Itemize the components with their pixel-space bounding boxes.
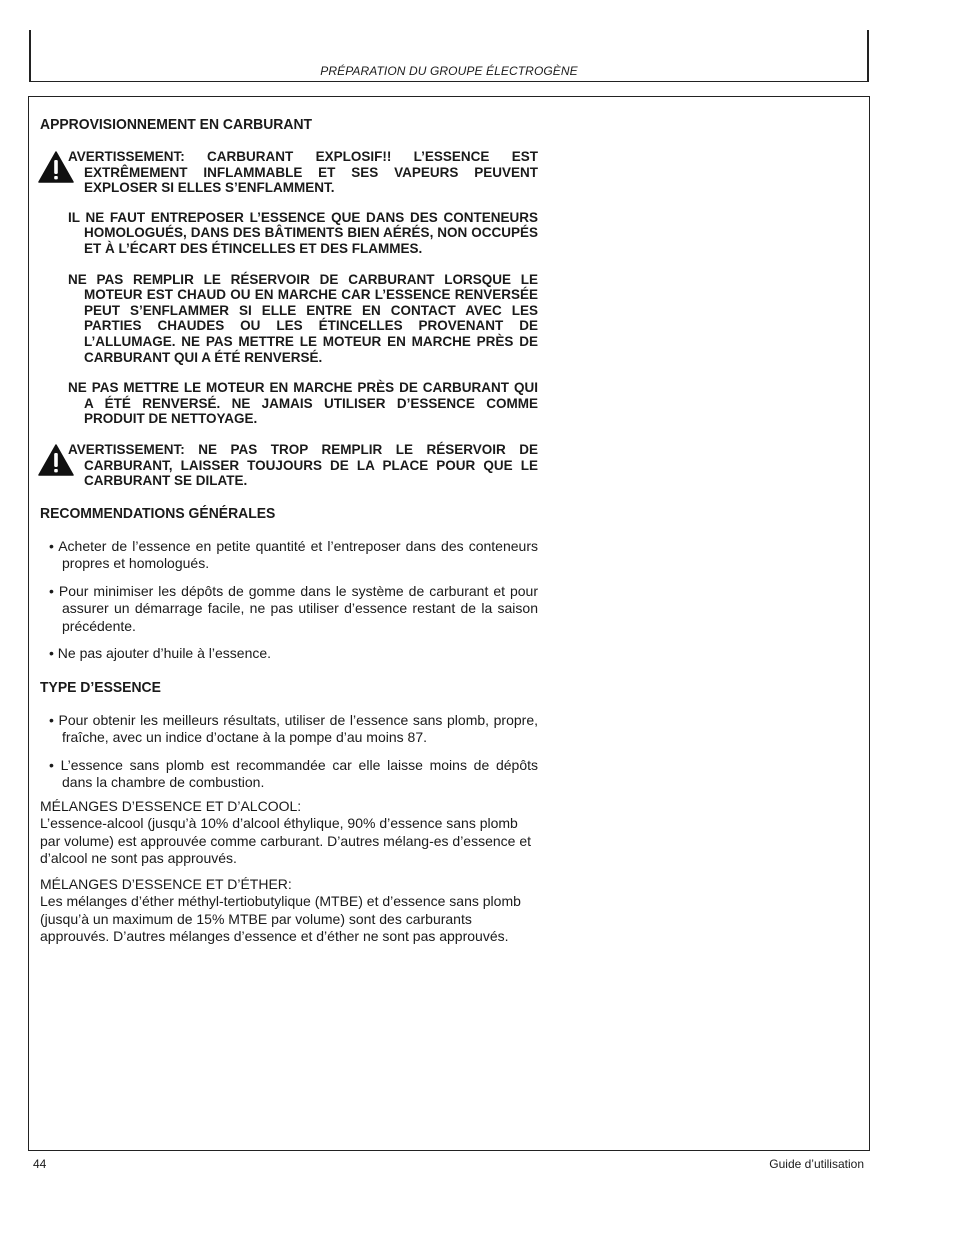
list-item: • Ne pas ajouter d’huile à l’essence. — [49, 645, 272, 662]
warning-text: AVERTISSEMENT: CARBURANT EXPLOSIF!! L’ESSENCE EST EXTRÊMEMENT INFLAMMABLE ET SES VAPEURS PEUVENT EXPLOSER SI ELLES S’ENFLAMMENT. — [68, 149, 538, 196]
list-item: • Acheter de l’essence en petite quantité et l’entreposer dans des conteneurs propres et homologués. — [49, 537, 538, 572]
warning-block-explosive — [40, 149, 538, 196]
spill-paragraph: NE PAS METTRE LE MOTEUR EN MARCHE PRÈS DE CARBURANT QUI A ÉTÉ RENVERSÉ. NE JAMAIS UTILISER D’ESSENCE COMME PRODUIT DE NETTOYAGE. — [68, 380, 538, 427]
alcohol-text: L’essence-alcool (jusqu’à 10% d’alcool éthylique, 90% d’essence sans plomb par volume) est approuvée comme carburant. D’autres mélang-es d’essence et d’alcool ne sont pas approuvés. — [40, 815, 532, 867]
warning-triangle-icon — [38, 444, 74, 476]
page-number: 44 — [33, 1157, 47, 1171]
fuel-type-bullet-list — [40, 712, 538, 792]
list-item: • L’essence sans plomb est recommandée car elle laisse moins de dépôts dans la chambre de combustion. — [49, 756, 538, 791]
section-title-fuel-supply: APPROVISIONNEMENT EN CARBURANT — [40, 116, 313, 133]
section-title-general: RECOMMENDATIONS GÉNÉRALES — [40, 504, 276, 522]
page-content — [40, 116, 538, 946]
footer-doc-title: Guide d’utilisation — [769, 1157, 864, 1171]
section-title-fuel-type: TYPE D’ESSENCE — [40, 678, 161, 696]
ether-heading: MÉLANGES D’ESSENCE ET D’ÉTHER: — [40, 875, 292, 892]
alcohol-heading: MÉLANGES D’ESSENCE ET D’ALCOOL: — [40, 797, 302, 814]
ether-text: Les mélanges d’éther méthyl-tertiobutylique (MTBE) et d’essence sans plomb (jusqu’à un maximum de 15% MTBE par volume) sont des carburants approuvés. D’autres mélanges d’essence et d’éther ne sont pas approuvés. — [40, 893, 521, 945]
list-item: • Pour minimiser les dépôts de gomme dans le système de carburant et pour assurer un démarrage facile, ne pas utiliser d’essence restant de la saison précédente. — [49, 582, 538, 634]
general-bullet-list — [40, 538, 538, 663]
running-title: PRÉPARATION DU GROUPE ÉLECTROGÈNE — [320, 64, 578, 78]
warning-block-overfill — [40, 442, 538, 489]
refill-paragraph: NE PAS REMPLIR LE RÉSERVOIR DE CARBURANT LORSQUE LE MOTEUR EST CHAUD OU EN MARCHE CAR L’ESSENCE RENVERSÉE PEUT S’ENFLAMMER SI ELLE ENTRE EN CONTACT AVEC LES PARTIES CHAUDES OU LES ÉTINCELLES PROVENANT DE L’ALLUMAGE. NE PAS METTRE LE MOTEUR EN MARCHE PRÈS DE CARBURANT QUI A ÉTÉ RENVERSÉ. — [68, 271, 538, 365]
list-item: • Pour obtenir les meilleurs résultats, utiliser de l’essence sans plomb, propre, fraîche, avec un indice d’octane à la pompe d’au moins 87. — [49, 711, 538, 746]
warning-text: AVERTISSEMENT: NE PAS TROP REMPLIR LE RÉSERVOIR DE CARBURANT, LAISSER TOUJOURS DE LA PLACE POUR QUE LE CARBURANT SE DILATE. — [68, 441, 538, 489]
storage-paragraph: IL NE FAUT ENTREPOSER L’ESSENCE QUE DANS DES CONTENEURS HOMOLOGUÉS, DANS DES BÂTIMENTS BIEN AÉRÉS, NON OCCUPÉS ET À L’ÉCART DES ÉTINCELLES ET DES FLAMMES. — [68, 209, 538, 256]
warning-triangle-icon — [38, 151, 74, 183]
